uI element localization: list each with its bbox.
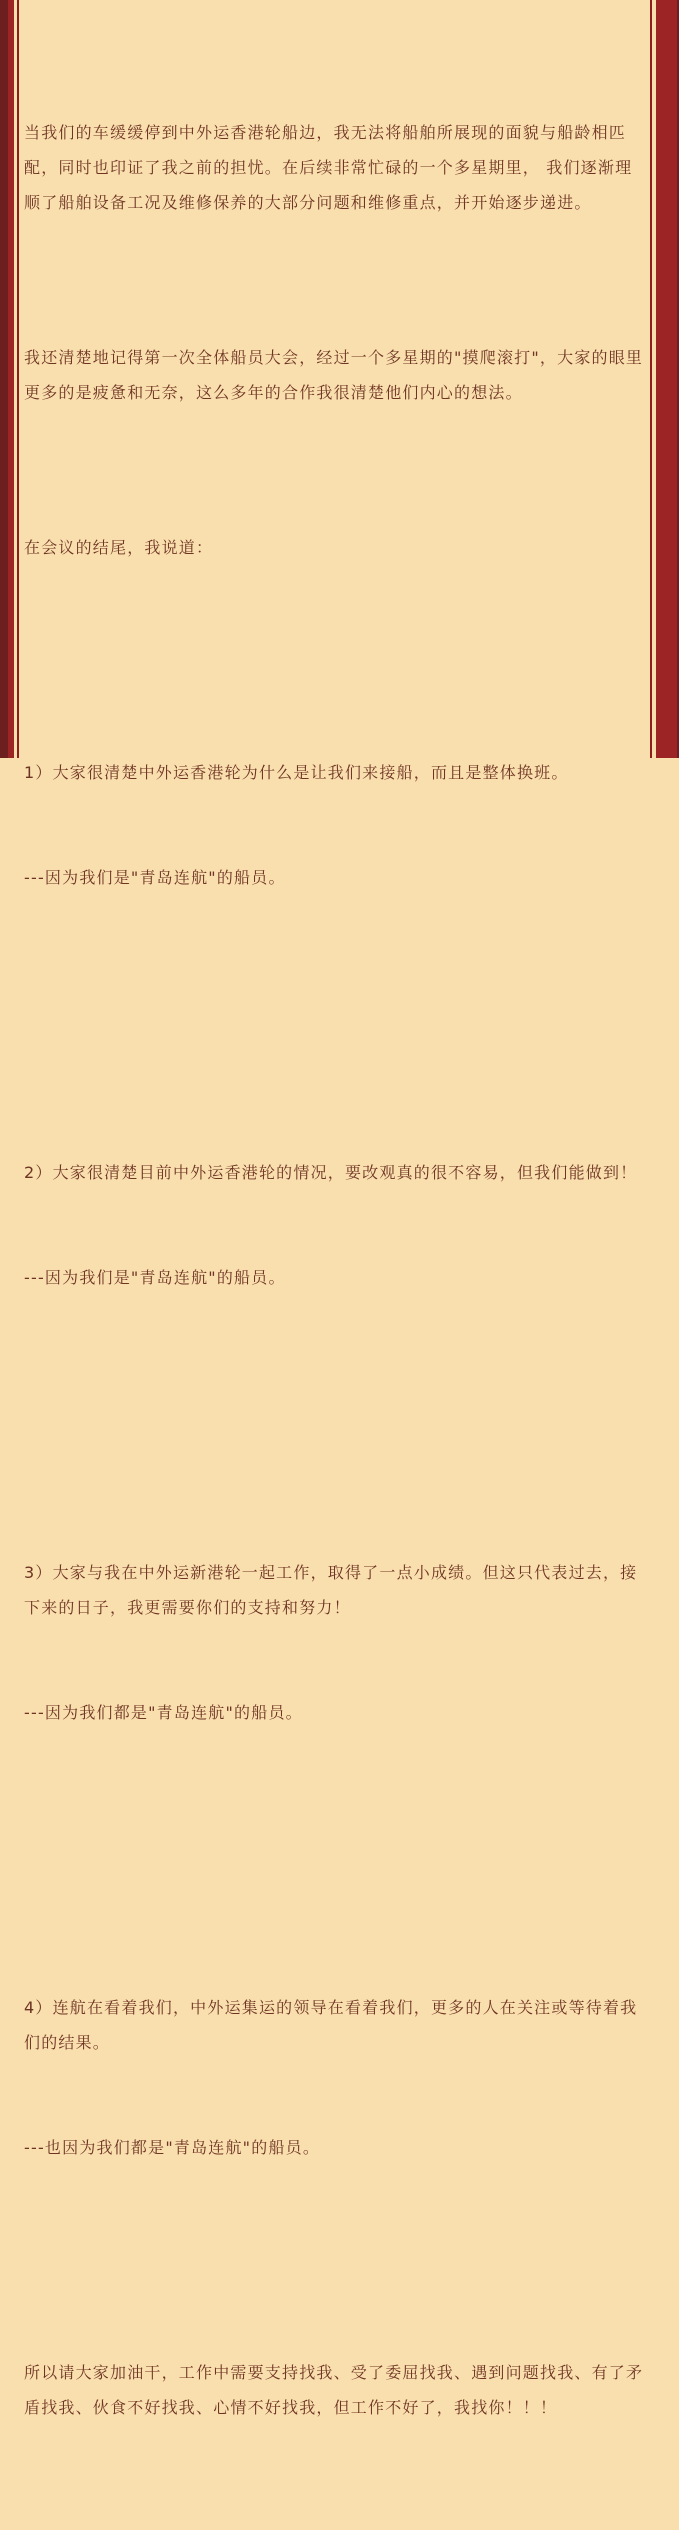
list-item-4	[24, 1920, 648, 2235]
left-rule-line	[17, 0, 19, 758]
paragraph-crew-meeting: 我还清楚地记得第一次全体船员大会，经过一个多星期的"摸爬滚打"，大家的眼里更多的是疲惫和无奈，这么多年的合作我很清楚他们内心的想法。	[24, 348, 644, 402]
list-item-2-statement: 2）大家很清楚目前中外运香港轮的情况，要改观真的很不容易，但我们能做到！	[24, 1163, 638, 1182]
paragraph-arrival: 当我们的车缓缓停到中外运香港轮船边，我无法将船舶所展现的面貌与船龄相匹配，同时也印证了我之前的担忧。在后续非常忙碌的一个多星期里， 我们逐渐理顺了船舶设备工况及维修保养的大部分问题和维修重点，并开始逐步递进。	[24, 123, 633, 212]
list-item-4-statement: 4）连航在看着我们，中外运集运的领导在看着我们，更多的人在关注或等待着我们的结果。	[24, 1998, 638, 2052]
list-item-1	[24, 685, 648, 965]
list-item-2-reason: ---因为我们是"青岛连航"的船员。	[24, 1268, 286, 1287]
article-content	[24, 10, 648, 2530]
right-rule-line	[650, 0, 652, 758]
list-item-3-statement: 3）大家与我在中外运新港轮一起工作，取得了一点小成绩。但这只代表过去，接下来的日子，我更需要你们的支持和努力！	[24, 1563, 638, 1617]
paragraph-closing: 所以请大家加油干，工作中需要支持找我、受了委屈找我、遇到问题找我、有了矛盾找我、伙食不好找我、心情不好找我，但工作不好了，我找你！！！	[24, 2363, 644, 2417]
list-item-3	[24, 1485, 648, 1800]
list-item-3-reason: ---因为我们都是"青岛连航"的船员。	[24, 1703, 303, 1722]
list-item-1-reason: ---因为我们是"青岛连航"的船员。	[24, 868, 286, 887]
paragraph-lead-in: 在会议的结尾，我说道：	[24, 538, 214, 557]
left-border-inner	[8, 0, 14, 758]
list-item-1-statement: 1）大家很清楚中外运香港轮为什么是让我们来接船，而且是整体换班。	[24, 763, 569, 782]
right-border-inner	[656, 0, 677, 758]
list-item-2	[24, 1085, 648, 1365]
left-border-outer	[0, 0, 8, 758]
list-item-4-reason: ---也因为我们都是"青岛连航"的船员。	[24, 2138, 321, 2157]
